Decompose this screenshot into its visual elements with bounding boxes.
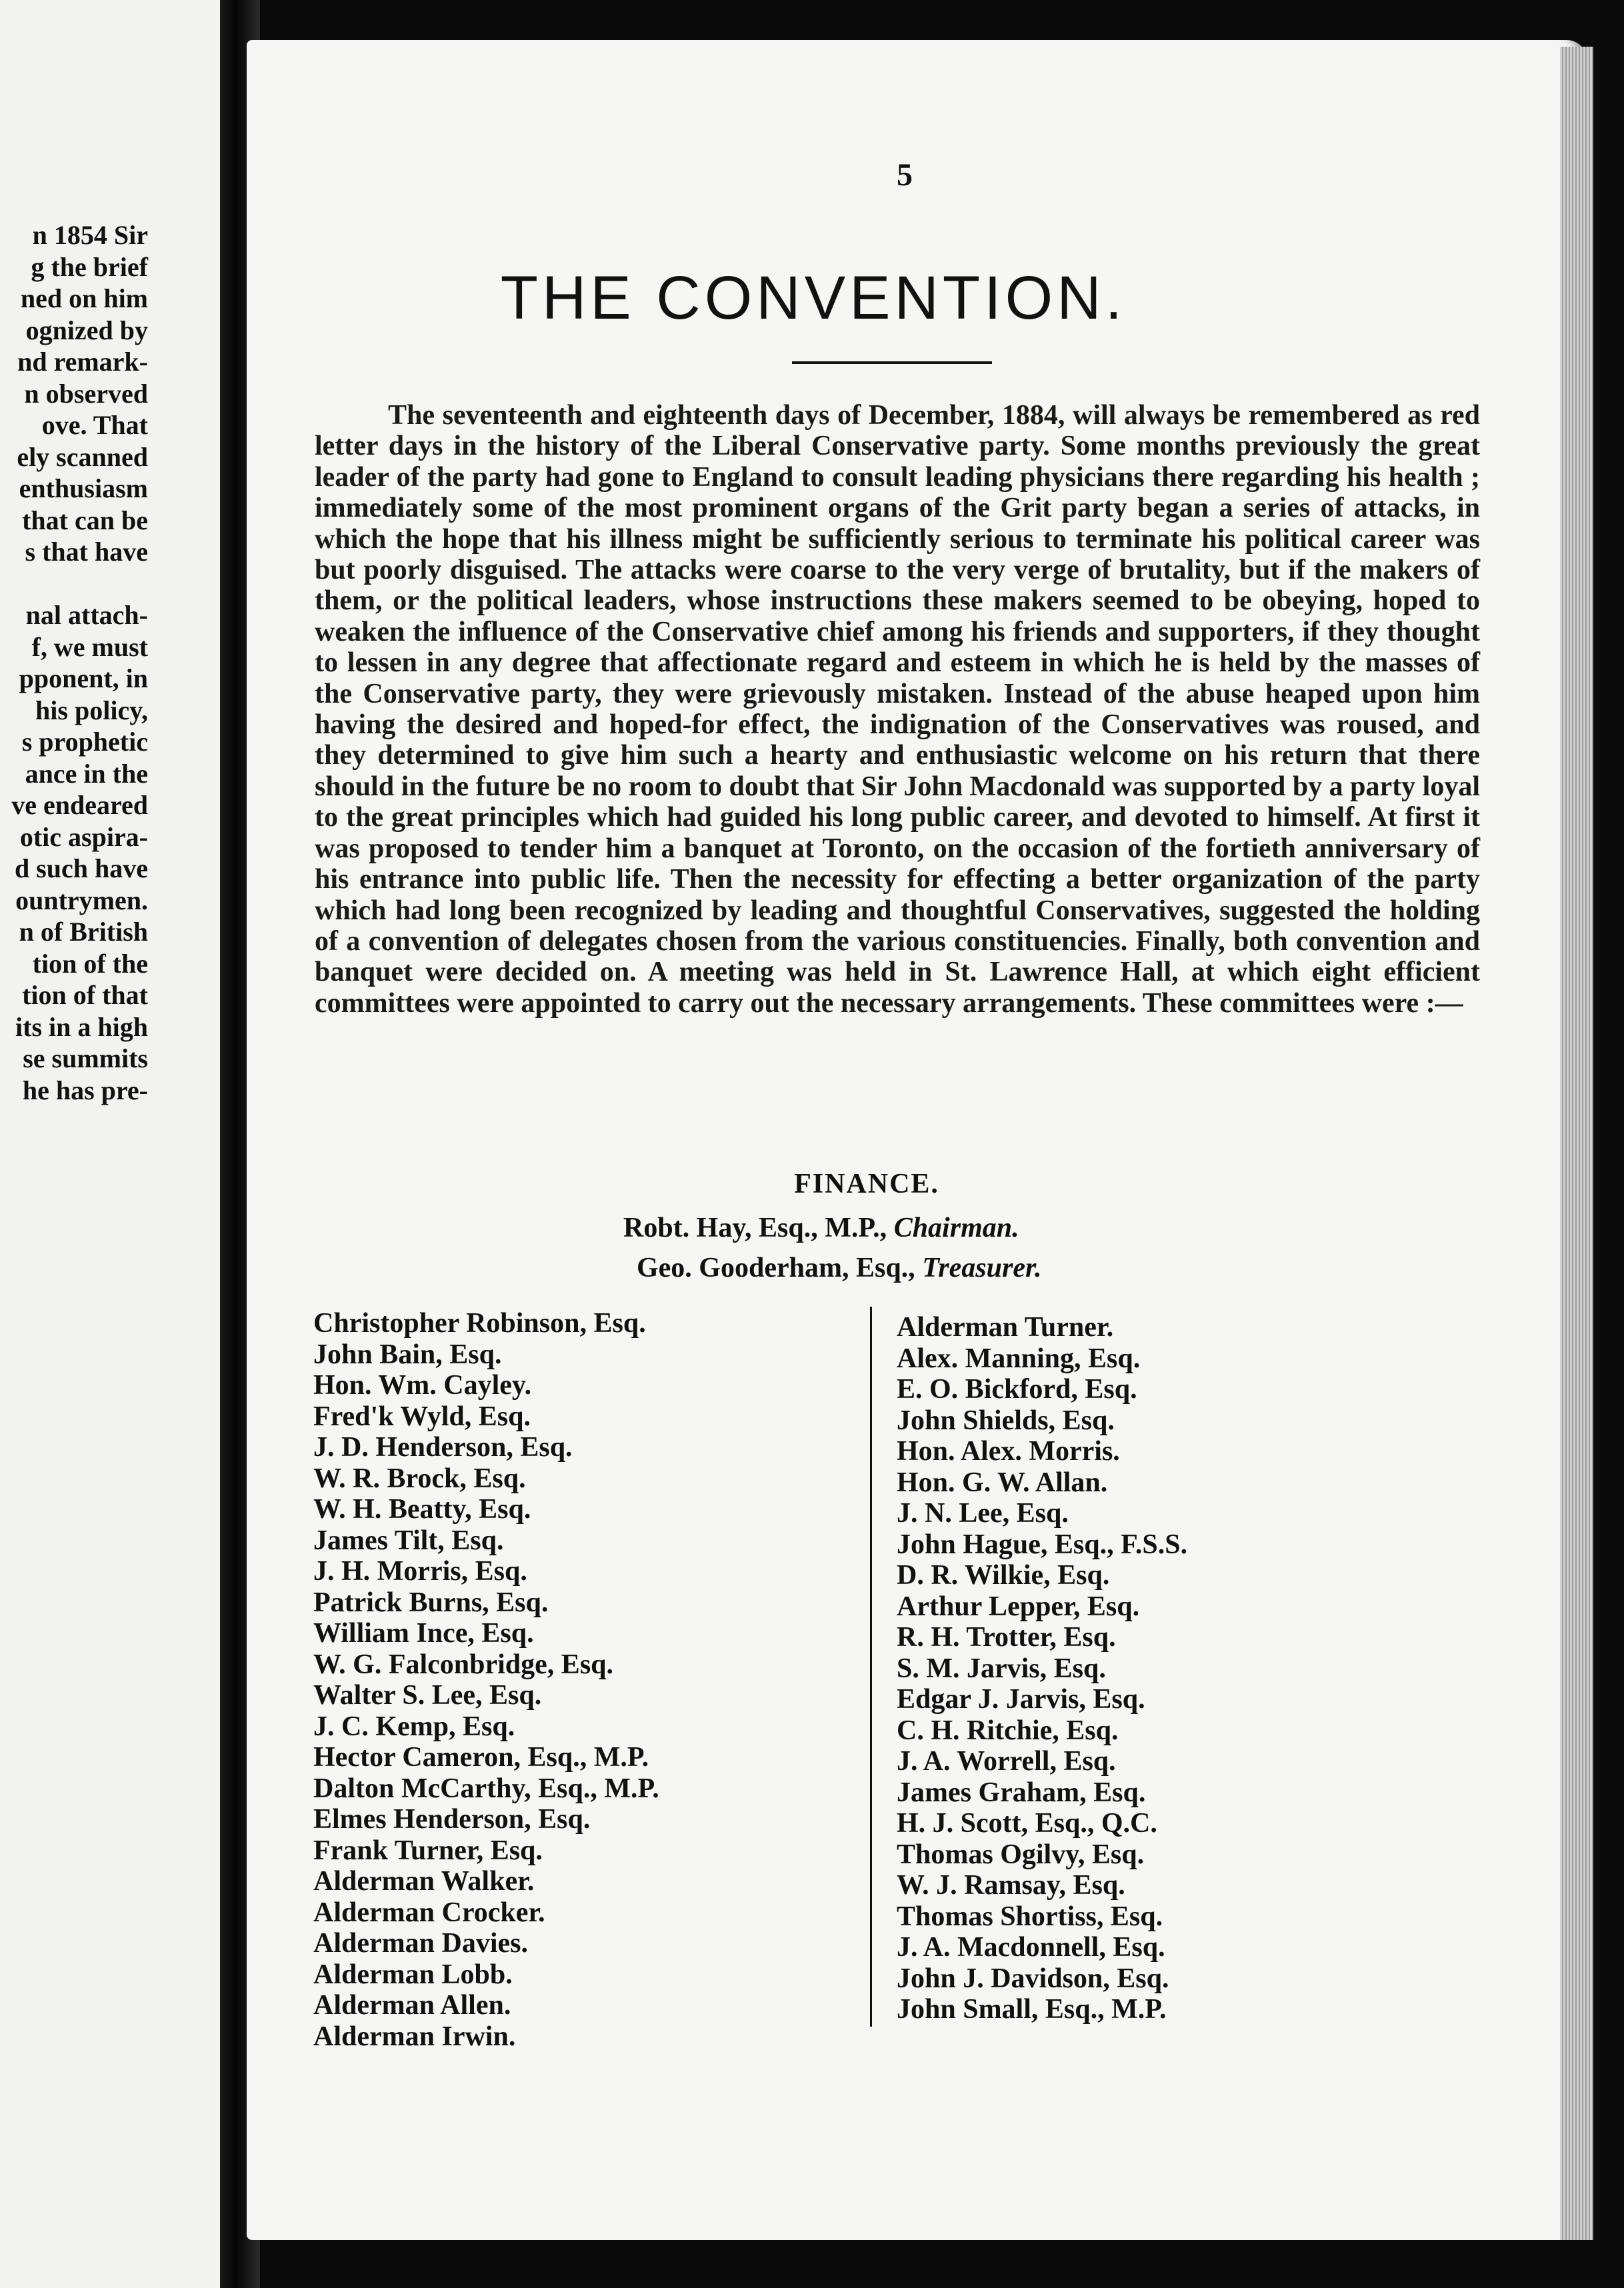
committee-member: Alderman Allen. — [313, 1990, 511, 2021]
chairman-name: Robt. Hay, Esq., M.P., — [623, 1213, 887, 1243]
left-page-line: ned on him — [20, 283, 148, 313]
committee-member: Frank Turner, Esq. — [313, 1835, 543, 1866]
left-page-line: he has pre- — [22, 1075, 148, 1105]
committee-member: Alderman Walker. — [313, 1866, 535, 1897]
title-rule — [792, 361, 992, 364]
committee-member: Alderman Lobb. — [313, 1959, 513, 1990]
committee-member: Hector Cameron, Esq., M.P. — [313, 1742, 649, 1773]
left-page-line: nd remark- — [17, 347, 148, 377]
committee-member: Dalton McCarthy, Esq., M.P. — [313, 1773, 659, 1804]
left-page-line: se summits — [23, 1043, 148, 1073]
left-page-line: tion of that — [22, 980, 148, 1010]
left-page-line: ance in the — [25, 758, 148, 789]
committee-member: Hon. Wm. Cayley. — [313, 1370, 532, 1401]
committee-member: Elmes Henderson, Esq. — [313, 1804, 591, 1835]
committee-member: D. R. Wilkie, Esq. — [897, 1560, 1110, 1591]
left-page-line: ognized by — [25, 315, 148, 345]
committee-member: Alderman Davies. — [313, 1928, 528, 1959]
column-divider — [870, 1307, 872, 2027]
body-paragraph: The seventeenth and eighteenth days of December, 1884, will always be remembered as red letter days in the history of the Liberal Conservative party. Some months previously the great leader of the party had gone to England to consult leading physicians there regarding his health ; immediately some of the most prominent organs of the Grit party began a series of attacks, in which the hope that his illness might be sufficiently serious to terminate his political career was but poorly disguised. The attacks were coarse to the very verge of brutality, but if the makers of them, or the political leaders, whose instructions these makers seemed to be obeying, hoped to weaken the influence of the Conservative chief among his friends and supporters, if they thought to lessen in any degree that affectionate regard and esteem in which he is held by the masses of the Conservative party, they were grievously mistaken. Instead of the abuse heaped upon him having the desired and hoped-for effect, the indignation of the Conservatives was roused, and they determined to give him such a hearty and enthusiastic welcome on his return that there should in the future be no room to doubt that Sir John Macdonald was supported by a party loyal to the great principles which had guided his long public career, and devoted to himself. At first it was proposed to tender him a banquet at Toronto, on the occasion of the fortieth anniversary of his entrance into public life. Then the necessity for effecting a better organization of the party which had long been recognized by leading and thoughtful Conservatives, suggested the holding of a convention of delegates chosen from the various constituencies. Finally, both convention and banquet were decided on. A meeting was held in St. Lawrence Hall, at which eight efficient committees were appointed to carry out the necessary arrangements. These committees were :— — [315, 400, 1480, 1019]
left-page-line: s prophetic — [21, 727, 148, 757]
committee-member: Christopher Robinson, Esq. — [313, 1308, 646, 1339]
committee-member: W. J. Ramsay, Esq. — [897, 1870, 1125, 1901]
committee-member: William Ince, Esq. — [313, 1618, 534, 1649]
committee-member: Alderman Crocker. — [313, 1897, 545, 1928]
committee-member: Hon. G. W. Allan. — [897, 1467, 1108, 1498]
committee-member: John J. Davidson, Esq. — [897, 1963, 1169, 1994]
committee-member: John Small, Esq., M.P. — [897, 1994, 1167, 2025]
committee-member: Thomas Ogilvy, Esq. — [897, 1839, 1145, 1870]
left-page-line: s that have — [25, 537, 148, 567]
left-facing-page — [0, 0, 220, 2288]
committee-member: John Hague, Esq., F.S.S. — [897, 1529, 1188, 1560]
committee-member: R. H. Trotter, Esq. — [897, 1622, 1116, 1653]
committee-member: John Bain, Esq. — [313, 1339, 502, 1370]
left-page-line: ely scanned — [17, 441, 148, 472]
committee-member: Alex. Manning, Esq. — [897, 1343, 1141, 1374]
left-page-line: n 1854 Sir — [32, 220, 148, 250]
committee-member: W. R. Brock, Esq. — [313, 1463, 526, 1494]
committee-member: James Tilt, Esq. — [313, 1525, 504, 1556]
committee-member: W. H. Beatty, Esq. — [313, 1494, 531, 1525]
chairman-role: Chairman. — [893, 1213, 1019, 1243]
treasurer-line — [637, 1252, 1042, 1284]
committee-member: Walter S. Lee, Esq. — [313, 1680, 542, 1711]
committee-member: J. H. Morris, Esq. — [313, 1556, 527, 1587]
committee-member: Alderman Irwin. — [313, 2021, 516, 2052]
committee-member: John Shields, Esq. — [897, 1405, 1115, 1436]
left-page-line: its in a high — [15, 1011, 148, 1042]
committee-member: Arthur Lepper, Esq. — [897, 1591, 1140, 1622]
left-page-line: pponent, in — [19, 663, 148, 693]
committee-member: Hon. Alex. Morris. — [897, 1436, 1120, 1467]
page-title: THE CONVENTION. — [500, 264, 1127, 332]
committee-list-left — [313, 1308, 659, 2052]
committee-member: J. D. Henderson, Esq. — [313, 1432, 573, 1463]
left-page-line: g the brief — [31, 251, 148, 282]
committee-member: J. C. Kemp, Esq. — [313, 1711, 515, 1742]
left-page-line: tion of the — [32, 948, 148, 979]
committee-member: James Graham, Esq. — [897, 1777, 1146, 1808]
committee-member: C. H. Ritchie, Esq. — [897, 1715, 1119, 1746]
left-page-line: his policy, — [35, 695, 148, 725]
treasurer-name: Geo. Gooderham, Esq., — [637, 1253, 915, 1283]
committee-member: Alderman Turner. — [897, 1312, 1114, 1343]
left-page-line: nal attach- — [25, 600, 148, 630]
committee-member: W. G. Falconbridge, Esq. — [313, 1649, 614, 1680]
left-page-line: otic aspira- — [19, 821, 148, 852]
committee-member: Patrick Burns, Esq. — [313, 1587, 549, 1618]
committee-member: E. O. Bickford, Esq. — [897, 1374, 1137, 1405]
left-page-line: n observed — [24, 378, 148, 409]
finance-heading: FINANCE. — [794, 1169, 939, 1199]
left-page-line: d such have — [14, 853, 148, 883]
committee-list-right — [897, 1312, 1187, 2025]
committee-member: S. M. Jarvis, Esq. — [897, 1653, 1106, 1684]
treasurer-role: Treasurer. — [922, 1253, 1042, 1283]
committee-member: Fred'k Wyld, Esq. — [313, 1401, 531, 1432]
committee-member: Thomas Shortiss, Esq. — [897, 1901, 1163, 1932]
left-page-line: that can be — [22, 505, 148, 535]
left-page-line: ove. That — [41, 410, 148, 440]
left-page-line: ve endeared — [11, 790, 148, 820]
page-edge — [1560, 47, 1593, 2240]
committee-member: J. N. Lee, Esq. — [897, 1498, 1069, 1529]
left-page-line: f, we must — [31, 631, 148, 662]
left-page-line: n of British — [19, 917, 148, 947]
chairman-line — [623, 1212, 1019, 1244]
committee-member: J. A. Worrell, Esq. — [897, 1746, 1116, 1777]
committee-member: J. A. Macdonnell, Esq. — [897, 1932, 1165, 1963]
left-page-line: ountrymen. — [15, 885, 148, 915]
committee-member: H. J. Scott, Esq., Q.C. — [897, 1808, 1157, 1839]
left-page-line: enthusiasm — [19, 473, 148, 503]
committee-member: Edgar J. Jarvis, Esq. — [897, 1684, 1145, 1715]
page-number: 5 — [897, 157, 913, 193]
